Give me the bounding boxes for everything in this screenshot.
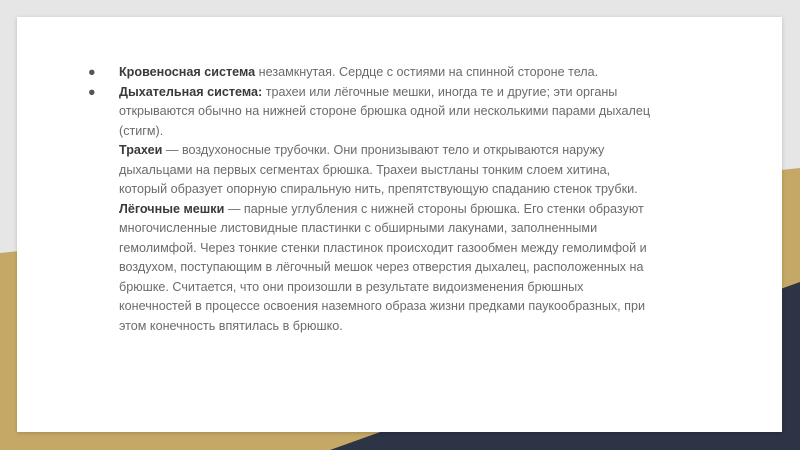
- text-body: [88, 63, 741, 336]
- heading-circulatory: Кровеносная система: [119, 65, 256, 79]
- text-line: незамкнутая. Сердце с остиями на спинной стороне тела.: [258, 65, 599, 79]
- text-line: гемолимфой. Через тонкие стенки пластинок происходит газообмен между гемолимфой и: [119, 240, 647, 255]
- text-line: конечностей в процессе освоения наземного образа жизни предками паукообразных, при: [119, 299, 646, 313]
- text-line: воздухом, поступающим в лёгочный мешок через отверстия дыхалец, расположенных на: [119, 260, 644, 274]
- lungs-first-line: [119, 200, 741, 220]
- heading-lungs: Лёгочные мешки: [119, 201, 225, 216]
- text-line: (стигм).: [119, 123, 164, 138]
- text-line: трахеи или лёгочные мешки, иногда те и другие; эти органы: [265, 84, 618, 99]
- text-line: брюшке. Считается, что они произошли в результате видоизменения брюшных: [119, 279, 584, 294]
- respiratory-first-line: [119, 83, 741, 103]
- text-line: — парные углубления с нижней стороны брюшка. Его стенки образуют: [227, 201, 644, 216]
- heading-trachea: Трахеи: [119, 143, 163, 157]
- text-line: многочисленные листовидные пластинки с обширными лакунами, заполненными: [119, 221, 598, 235]
- text-line: этом конечность впятилась в брюшко.: [119, 318, 343, 333]
- text-line: дыхальцами на первых сегментах брюшка. Трахеи выстланы тонким слоем хитина,: [119, 162, 611, 177]
- bullet-dot-icon: ●: [88, 84, 96, 99]
- bullet-dot-icon: ●: [88, 65, 96, 79]
- list-item-circulatory: [88, 63, 741, 83]
- trachea-first-line: [119, 141, 741, 161]
- list-item-respiratory: [88, 83, 741, 337]
- heading-respiratory: Дыхательная система:: [119, 84, 263, 99]
- bullet-list: [88, 63, 741, 336]
- text-line: открываются обычно на нижней стороне брюшка одной или несколькими парами дыхалец: [119, 104, 651, 118]
- text-line: который образует опорную спиральную нить, препятствующую спаданию стенок трубки.: [119, 182, 638, 196]
- text-line: — воздухоносные трубочки. Они пронизывают тело и открываются наружу: [165, 143, 605, 157]
